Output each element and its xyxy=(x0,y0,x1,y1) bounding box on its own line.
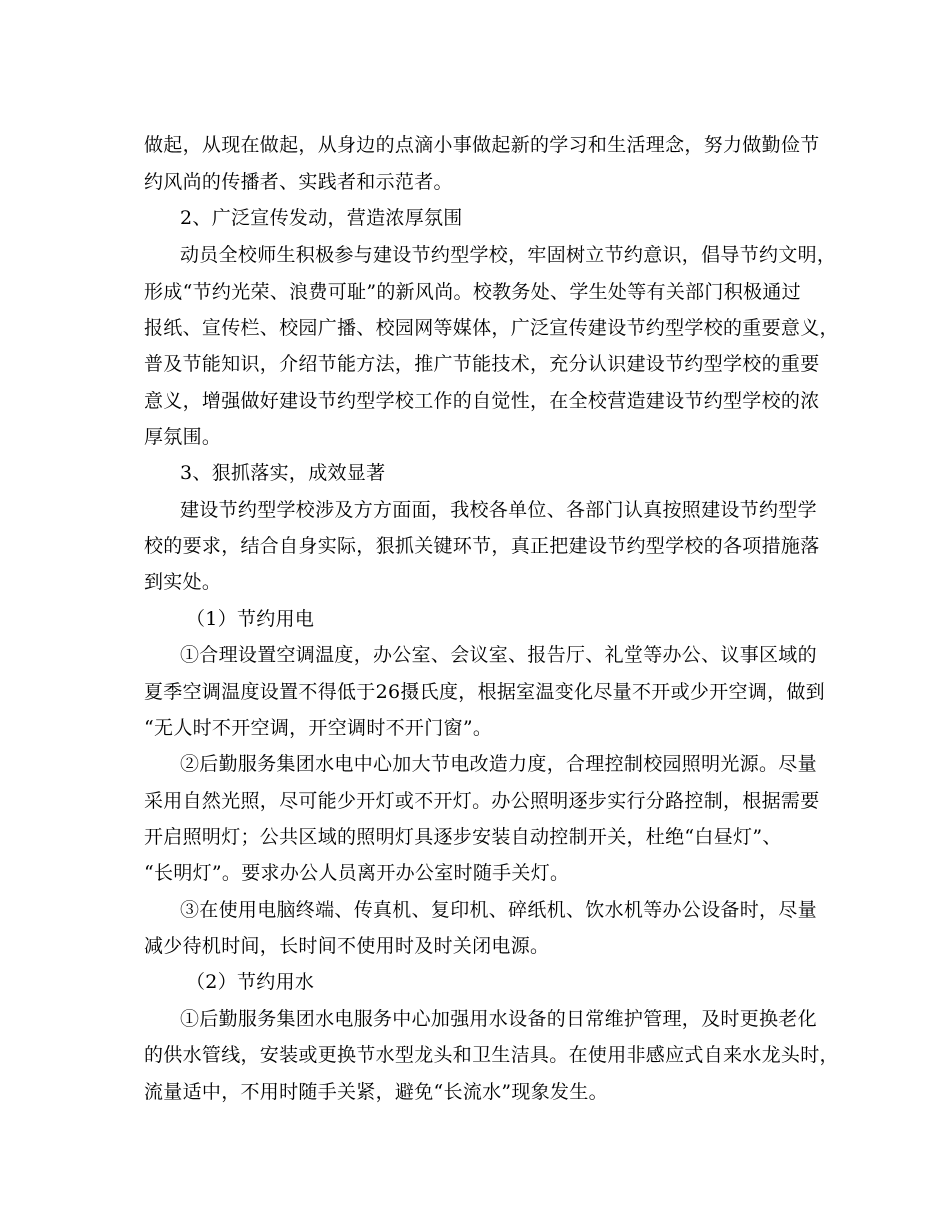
body-text-line: 动员全校师生积极参与建设节约型学校，牢固树立节约意识，倡导节约文明， xyxy=(180,244,837,266)
body-text-line: “无人时不开空调，开空调时不开门窗”。 xyxy=(144,717,493,739)
body-text-line: 流量适中，不用时随手关紧，避免“长流水”现象发生。 xyxy=(144,1081,608,1103)
body-text-line: 报纸、宣传栏、校园广播、校园网等媒体，广泛宣传建设节约型学校的重要意义， xyxy=(144,317,839,339)
body-text-line: 普及节能知识，介绍节能方法，推广节能技术，充分认识建设节约型学校的重要 xyxy=(144,353,820,375)
body-text-line: ①合理设置空调温度，办公室、会议室、报告厅、礼堂等办公、议事区域的 xyxy=(180,644,817,666)
body-text-line: 约风尚的传播者、实践者和示范者。 xyxy=(144,171,453,193)
body-text-line: 的供水管线，安装或更换节水型龙头和卫生洁具。在使用非感应式自来水龙头时， xyxy=(144,1044,839,1066)
body-text-line: ②后勤服务集团水电中心加大节电改造力度，合理控制校园照明光源。尽量 xyxy=(180,753,817,775)
body-text-line: 减少待机时间，长时间不使用时及时关闭电源。 xyxy=(144,935,550,957)
body-text-line: ①后勤服务集团水电服务中心加强用水设备的日常维护管理，及时更换老化 xyxy=(180,1008,817,1030)
body-text-line: 校的要求，结合自身实际，狠抓关键环节，真正把建设节约型学校的各项措施落 xyxy=(144,535,820,557)
section-heading: 3、狠抓落实，成效显著 xyxy=(180,462,386,484)
body-text-line: 到实处。 xyxy=(144,571,222,593)
body-text-line: 意义，增强做好建设节约型学校工作的自觉性，在全校营造建设节约型学校的浓 xyxy=(144,390,820,412)
body-text-line: 夏季空调温度设置不得低于26摄氏度，根据室温变化尽量不开或少开空调，做到 xyxy=(144,681,825,703)
body-text-line: 建设节约型学校涉及方方面面，我校各单位、各部门认真按照建设节约型学 xyxy=(180,499,817,521)
body-text-line: “长明灯”。要求办公人员离开办公室时随手关灯。 xyxy=(144,862,570,884)
body-text-line: 厚氛围。 xyxy=(144,426,222,448)
body-text-line: 开启照明灯；公共区域的照明灯具逐步安装自动控制开关，杜绝“白昼灯”、 xyxy=(144,826,782,848)
subsection-heading: （1）节约用电 xyxy=(186,608,315,630)
body-text-line: 做起，从现在做起，从身边的点滴小事做起新的学习和生活理念，努力做勤俭节 xyxy=(144,134,820,156)
subsection-heading: （2）节约用水 xyxy=(186,971,315,993)
body-text-line: 形成“节约光荣、浪费可耻”的新风尚。校教务处、学生处等有关部门积极通过 xyxy=(144,281,801,303)
body-text-line: ③在使用电脑终端、传真机、复印机、碎纸机、饮水机等办公设备时，尽量 xyxy=(180,899,817,921)
section-heading: 2、广泛宣传发动，营造浓厚氛围 xyxy=(180,207,463,229)
body-text-line: 采用自然光照，尽可能少开灯或不开灯。办公照明逐步实行分路控制，根据需要 xyxy=(144,790,820,812)
